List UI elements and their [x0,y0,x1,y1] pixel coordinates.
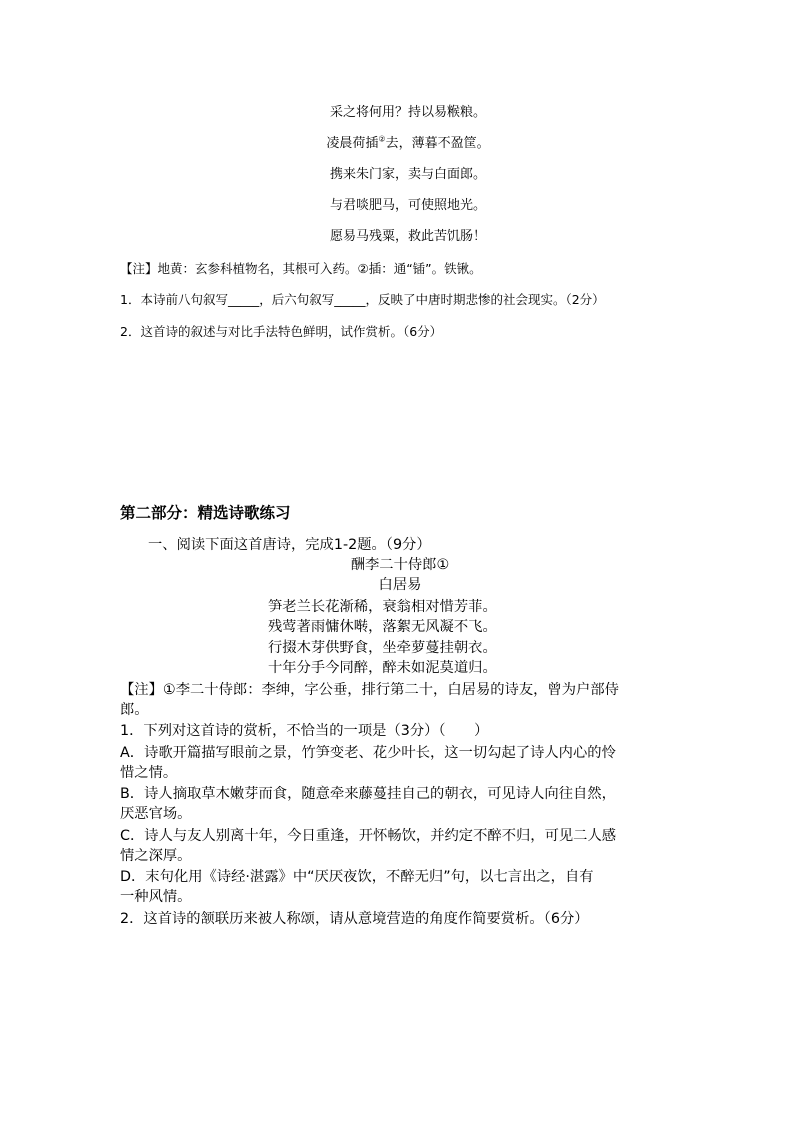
poem-line: 笋老兰长花渐稀，衰翁相对惜芳菲。 [268,599,497,615]
question-2: 2．这首诗的叙述与对比手法特色鲜明，试作赏析。（6分） [120,324,443,339]
poem-note-line: 【注】①李二十侍郎：李绅，字公垂，排行第二十，白居易的诗友，曾为户部侍 [120,682,619,698]
poem-line: 愿易马残粟，救此苦饥肠！ [329,229,486,244]
section-title: 第二部分：精选诗歌练习 [120,503,291,522]
option-a: A．诗歌开篇描写眼前之景，竹笋变老、花少叶长，这一切勾起了诗人内心的怜 [120,745,616,761]
poem-line-head: 凌晨荷插 [326,136,379,151]
poem-author: 白居易 [378,577,422,593]
option-a-cont: 惜之情。 [120,765,178,781]
option-d-cont: 一种风情。 [120,889,192,905]
poem-line: 采之将何用？持以易糇粮。 [329,105,486,120]
instruction: 一、阅读下面这首唐诗，完成1-2题。（9分） [148,537,431,553]
poem-line: 十年分手今同醉，醉未如泥莫道归。 [268,660,497,676]
poem-line: 残莺著雨慵休啭，落絮无风凝不飞。 [268,619,497,635]
footnote-marker: ② [378,134,386,144]
option-c-cont: 情之深厚。 [120,848,192,864]
option-d: D．末句化用《诗经·湛露》中“厌厌夜饮，不醉无归”句，以七言出之，自有 [120,869,594,885]
poem-title: 酬李二十侍郎① [350,557,450,573]
question-1: 1．下列对这首诗的赏析，不恰当的一项是（3分）（ ） [120,723,489,739]
poem-line: 行掇木芽供野食，坐牵萝蔓挂朝衣。 [268,640,497,656]
poem-line [22,134,794,165]
option-b-cont: 厌恶官场。 [120,806,192,822]
poem-line: 携来朱门家，卖与白面郎。 [329,167,486,182]
poem-note-line: 郎。 [120,702,149,718]
option-c: C．诗人与友人别离十年，今日重逢，开怀畅饮，并约定不醉不归，可见二人感 [120,828,617,844]
question-1: 1．本诗前八句叙写_____，后六句叙写_____，反映了中唐时期悲惨的社会现实。（2分） [120,292,605,307]
poem-excerpt [0,103,794,258]
poem-line-tail: 去，薄暮不盈筐。 [385,136,490,151]
question-2: 2．这首诗的颔联历来被人称颂，请从意境营造的角度作简要赏析。（6分） [120,911,589,927]
poem-line: 与君啖肥马，可使照地光。 [329,198,486,213]
poem-note: 【注】地黄：玄参科植物名，其根可入药。②插：通“锸”。铁锹。 [120,261,482,276]
option-b: B．诗人摘取草木嫩芽而食，随意牵来藤蔓挂自己的朝衣，可见诗人向往自然， [120,786,616,802]
